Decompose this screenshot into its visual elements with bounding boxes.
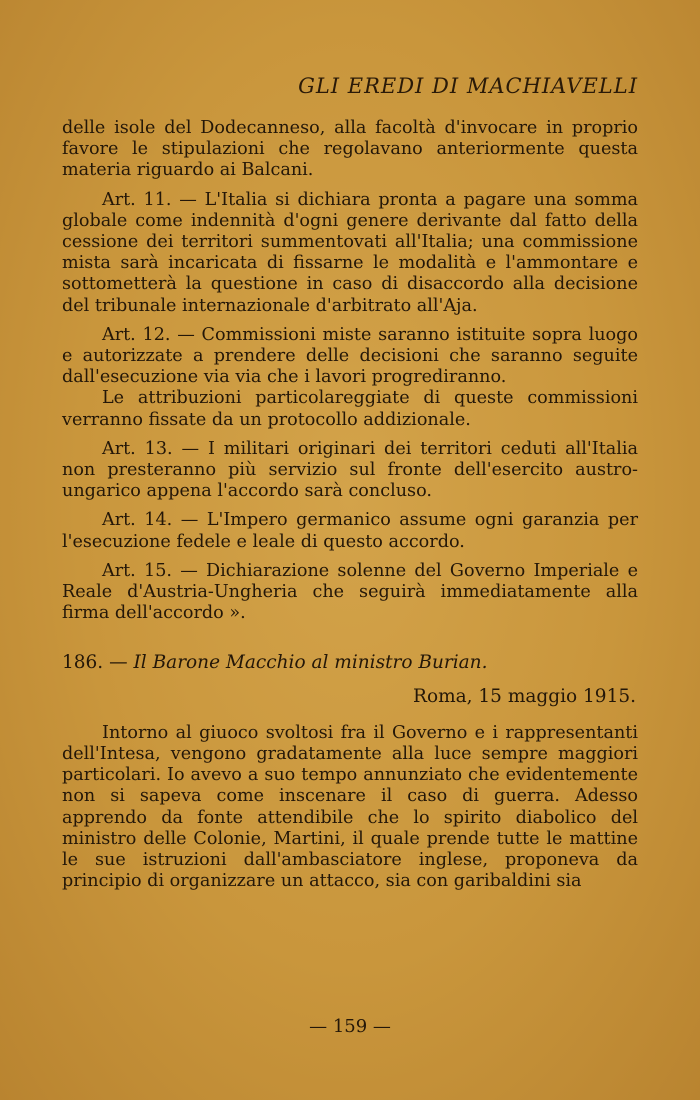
document-number: 186. —: [62, 652, 128, 674]
article-15: Art. 15. — Dichiarazione solenne del Governo Imperiale e Reale d'Austria-Ungheria che seguirà immediatamente alla firma dell'accordo ».: [62, 560, 638, 624]
paragraph-continuation: delle isole del Dodecanneso, alla facoltà d'invocare in proprio favore le stipulazioni che regolavano anteriormente questa materia riguardo ai Balcani.: [62, 118, 638, 181]
document-body: Intorno al giuoco svoltosi fra il Governo e i rappresentanti dell'Intesa, vengono gradatamente alla luce sempre maggiori particolari. Io avevo a suo tempo annunziato che evidentemente non si sapeva come inscenare il caso di guerra. Adesso apprendo da fonte attendibile che lo spirito diabolico del ministro delle Colonie, Martini, il quale prende tutte le mattine le sue istruzioni dall'ambasciatore inglese, proponeva da principio di organizzare un attacco, sia con garibaldini sia: [62, 722, 638, 892]
article-12-addendum: Le attribuzioni particolareggiate di queste commissioni verranno fissate da un protocollo addizionale.: [62, 388, 638, 430]
document-heading: [62, 652, 638, 673]
dateline: Roma, 15 maggio 1915.: [413, 685, 636, 707]
document-title: Il Barone Macchio al ministro Burian.: [133, 652, 488, 674]
running-header: GLI EREDI DI MACHIAVELLI: [298, 74, 638, 98]
article-11: Art. 11. — L'Italia si dichiara pronta a pagare una somma globale come indennità d'ogni genere derivante dal fatto della cessione dei territori summentovati all'Italia; una commissione mista sarà incaricata di fissarne le modalità e l'ammontare e sottometterà la questione in caso di disaccordo alla decisione del tribunale internazionale d'arbitrato all'Aja.: [62, 189, 638, 316]
page-text: [62, 118, 638, 901]
page-number: — 159 —: [309, 1016, 391, 1037]
article-14: Art. 14. — L'Impero germanico assume ogni garanzia per l'esecuzione fedele e leale di questo accordo.: [62, 510, 638, 552]
article-13: Art. 13. — I militari originari dei territori ceduti all'Italia non presteranno più servizio sul fronte dell'esercito austro-ungarico appena l'accordo sarà concluso.: [62, 438, 638, 502]
article-12: Art. 12. — Commissioni miste saranno istituite sopra luogo e autorizzate a prendere delle decisioni che saranno seguite dall'esecuzione via via che i lavori progrediranno.: [62, 324, 638, 388]
